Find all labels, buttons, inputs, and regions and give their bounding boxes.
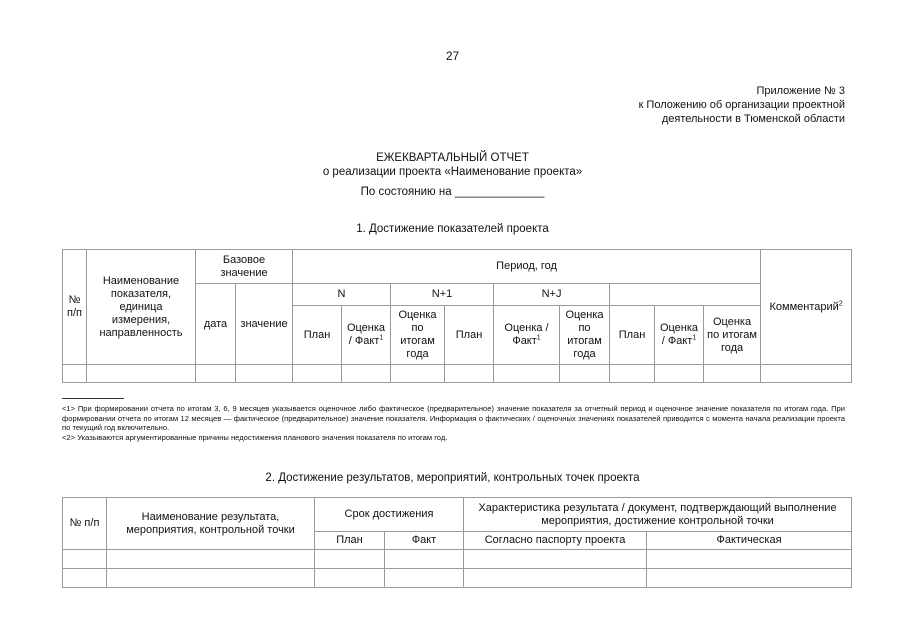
report-as-of-date: По состоянию на ______________ bbox=[360, 186, 545, 198]
table-row bbox=[63, 569, 852, 588]
section-2-title: 2. Достижение результатов, мероприятий, контрольных точек проекта bbox=[265, 472, 640, 484]
table-cell bbox=[87, 365, 196, 383]
report-title-block bbox=[0, 151, 905, 199]
table-cell bbox=[315, 550, 385, 569]
table-cell bbox=[464, 550, 647, 569]
header-period-n1: N+1 bbox=[391, 284, 494, 306]
table-cell bbox=[293, 365, 342, 383]
header-n-est-fact-label: Оценка / Факт bbox=[346, 322, 386, 347]
header-n1-plan: План bbox=[445, 306, 494, 365]
footnote-2: <2> Указываются аргументированные причины недостижения планового значения показателя по итогам год. bbox=[62, 432, 448, 442]
header-n1-est-fact bbox=[494, 306, 560, 365]
table-cell bbox=[647, 550, 852, 569]
footnote-divider bbox=[62, 398, 124, 399]
appendix-reference bbox=[639, 84, 845, 126]
table-cell bbox=[236, 365, 293, 383]
header-n1-est-year: Оценка по итогам года bbox=[560, 306, 610, 365]
header-deadline-fact: Факт bbox=[385, 532, 464, 550]
table-cell bbox=[385, 550, 464, 569]
header-nj-plan: План bbox=[610, 306, 655, 365]
table-cell bbox=[655, 365, 704, 383]
header-n-est-fact-sup: 1 bbox=[379, 334, 384, 342]
table-cell bbox=[63, 550, 107, 569]
header-num-2: № п/п bbox=[63, 498, 107, 550]
table-cell bbox=[107, 550, 315, 569]
table-cell bbox=[385, 569, 464, 588]
table-cell bbox=[196, 365, 236, 383]
table-cell bbox=[63, 365, 87, 383]
header-per-passport: Согласно паспорту проекта bbox=[464, 532, 647, 550]
header-result-name: Наименование результата, мероприятия, контрольной точки bbox=[107, 498, 315, 550]
header-n-plan: План bbox=[293, 306, 342, 365]
table-row bbox=[63, 365, 852, 383]
report-subtitle: о реализации проекта «Наименование проекта» bbox=[322, 166, 583, 178]
header-actual: Фактическая bbox=[647, 532, 852, 550]
indicators-table bbox=[62, 249, 852, 383]
header-period-n: N bbox=[293, 284, 391, 306]
table-cell bbox=[560, 365, 610, 383]
section-1-title: 1. Достижение показателей проекта bbox=[356, 223, 549, 235]
header-period-blank bbox=[610, 284, 761, 306]
table-cell bbox=[445, 365, 494, 383]
header-nj-est-fact-sup: 1 bbox=[692, 334, 697, 342]
table-cell bbox=[315, 569, 385, 588]
header-base-date: дата bbox=[196, 284, 236, 365]
report-title: ЕЖЕКВАРТАЛЬНЫЙ ОТЧЕТ bbox=[376, 152, 529, 164]
footnotes bbox=[62, 398, 845, 442]
header-n1-est-fact-label: Оценка / Факт bbox=[504, 322, 549, 347]
header-base-value: Базовое значение bbox=[196, 250, 293, 284]
table-cell bbox=[464, 569, 647, 588]
header-nj-est-fact bbox=[655, 306, 704, 365]
header-deadline-plan: План bbox=[315, 532, 385, 550]
header-comment-sup: 2 bbox=[838, 299, 843, 307]
header-period: Период, год bbox=[293, 250, 761, 284]
header-comment bbox=[761, 250, 852, 365]
results-table bbox=[62, 497, 852, 588]
table-cell bbox=[610, 365, 655, 383]
table-cell bbox=[107, 569, 315, 588]
page-number: 27 bbox=[445, 49, 460, 63]
header-n1-est-fact-sup: 1 bbox=[536, 334, 541, 342]
table-cell bbox=[704, 365, 761, 383]
table-cell bbox=[391, 365, 445, 383]
table-cell bbox=[494, 365, 560, 383]
header-period-nj: N+J bbox=[494, 284, 610, 306]
table-row bbox=[63, 550, 852, 569]
header-base-value-col: значение bbox=[236, 284, 293, 365]
header-deadline: Срок достижения bbox=[315, 498, 464, 532]
appendix-line-3: деятельности в Тюменской области bbox=[661, 113, 845, 125]
appendix-line-1: Приложение № 3 bbox=[756, 85, 845, 97]
header-nj-est-year: Оценка по итогам года bbox=[704, 306, 761, 365]
header-characteristic: Характеристика результата / документ, подтверждающий выполнение мероприятия, достижение контрольной точки bbox=[464, 498, 852, 532]
footnote-1: <1> При формировании отчета по итогам 3, 6, 9 месяцев указывается оценочное либо фактическое (предварительное) значение показателя за отчетный период и оценочное значение показателя по итогам года. При формировании отчета по итогам 12 месяцев — фактическое (предварительное) значение показателя. Информация о фактических / оценочных значениях показателей приводится с момента начала реализации проекта по текущий год включительно. bbox=[62, 404, 845, 433]
header-nj-est-fact-label: Оценка / Факт bbox=[659, 322, 699, 347]
header-num: № п/п bbox=[63, 250, 87, 365]
table-cell bbox=[342, 365, 391, 383]
header-indicator-name: Наименование показателя, единица измерения, направленность bbox=[87, 250, 196, 365]
table-cell bbox=[761, 365, 852, 383]
header-n-est-fact bbox=[342, 306, 391, 365]
appendix-line-2: к Положению об организации проектной bbox=[638, 99, 845, 111]
header-comment-label: Комментарий bbox=[769, 300, 839, 313]
table-cell bbox=[63, 569, 107, 588]
table-cell bbox=[647, 569, 852, 588]
header-n-est-year: Оценка по итогам года bbox=[391, 306, 445, 365]
